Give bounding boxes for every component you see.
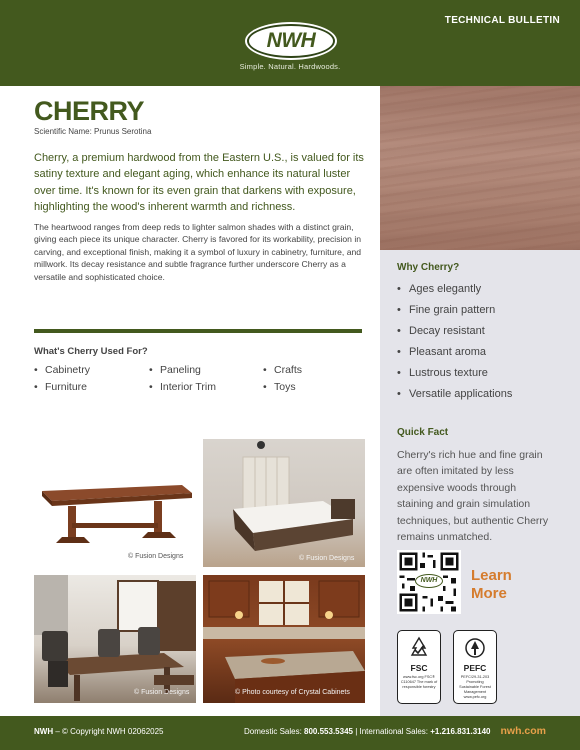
cherry-wood-sample-image (380, 86, 580, 250)
international-phone[interactable]: +1.216.831.3140 (430, 727, 491, 736)
photo-bedroom (203, 439, 365, 567)
photo-credit-1: © Fusion Designs (128, 553, 184, 560)
why-item: • Lustrous texture (397, 366, 512, 387)
quick-fact-heading: Quick Fact (397, 427, 449, 438)
photo-credit-2: © Fusion Designs (299, 555, 355, 562)
use-item-interior-trim: • Interior Trim (149, 381, 216, 393)
quick-fact-text: Cherry's rich hue and fine grain are often imitated by less expensive woods through staining and grain simulation techniques, but authentic Cherry remains unmatched. (397, 449, 549, 544)
logo-oval (247, 24, 335, 58)
fsc-label: FSC (410, 663, 428, 673)
learn-more-line-2: More (471, 585, 507, 602)
use-item-cabinetry: • Cabinetry (34, 364, 90, 376)
why-item: • Ages elegantly (397, 282, 512, 303)
dining-table-illustration (34, 439, 196, 567)
photo-dining-room (34, 575, 196, 703)
pefc-certification-badge (453, 630, 497, 704)
footer-sales (244, 727, 491, 736)
use-item-furniture: • Furniture (34, 381, 87, 393)
footer-copyright-text: – © Copyright NWH 02062025 (53, 727, 164, 736)
bulletin-label: TECHNICAL BULLETIN (444, 15, 560, 26)
intro-paragraph: Cherry, a premium hardwood from the Eastern U.S., is valued for its satiny texture and elegant aging, which enhance its natural luster over time. It's known for its even grain that darkens with exposure, highlighting the wood's inherent warmth and richness. (34, 152, 364, 213)
learn-more-line-1: Learn (471, 567, 512, 584)
fsc-certification-badge (397, 630, 441, 704)
domestic-label: Domestic Sales: (244, 727, 305, 736)
why-item: • Decay resistant (397, 324, 512, 345)
body-paragraph: The heartwood ranges from deep reds to lighter salmon shades with a distinct grain, giving each piece its unique character. Cherry is favored for its workability, precision in carving, and exceptional finish, making it a symbol of luxury in cabinetry, furniture, and millwork. Its decay resistance and subtle fragrance further underscore Cherry as a versatile and sophisticated choice. (34, 222, 362, 282)
uses-heading: What's Cherry Used For? (34, 346, 148, 357)
photo-kitchen (203, 575, 365, 703)
footer-copyright (34, 727, 164, 736)
why-cherry-heading: Why Cherry? (397, 262, 460, 273)
footer-bar (0, 716, 580, 750)
pefc-label: PEFC (463, 663, 487, 673)
why-item: • Fine grain pattern (397, 303, 512, 324)
fsc-small-text: www.fsc.org FSC® C110647 The mark of responsible forestry (400, 675, 438, 689)
scientific-name: Scientific Name: Prunus Serotina (34, 127, 152, 136)
domestic-phone[interactable]: 800.553.5345 (304, 727, 353, 736)
footer-separator: | (352, 727, 360, 736)
qr-logo: NWH (415, 574, 443, 588)
section-divider (34, 329, 362, 333)
use-item-crafts: • Crafts (263, 364, 302, 376)
why-item: • Pleasant aroma (397, 345, 512, 366)
dining-room-illustration (34, 575, 196, 703)
learn-more-link[interactable] (471, 567, 551, 603)
fsc-tree-check-icon (407, 636, 431, 660)
website-link[interactable]: nwh.com (500, 725, 546, 737)
bedroom-illustration (203, 439, 365, 567)
kitchen-illustration (203, 575, 365, 703)
international-label: International Sales: (359, 727, 431, 736)
logo-text: NWH (266, 29, 316, 52)
photo-credit-4: © Photo courtesy of Crystal Cabinets (235, 689, 350, 696)
photo-credit-3: © Fusion Designs (134, 689, 190, 696)
use-item-paneling: • Paneling (149, 364, 201, 376)
pefc-tree-icon (463, 636, 487, 660)
why-item: • Versatile applications (397, 387, 512, 408)
page-title: CHERRY (34, 96, 145, 126)
nwh-logo[interactable] (247, 24, 335, 58)
photo-dining-table (34, 439, 196, 567)
pefc-small-text: PEFC/29-31-203 Promoting Sustainable Forest Management www.pefc.org (459, 675, 491, 699)
header-bar (0, 0, 580, 86)
why-cherry-list (397, 282, 512, 408)
tagline: Simple. Natural. Hardwoods. (239, 62, 341, 71)
use-item-toys: • Toys (263, 381, 296, 393)
footer-brand: NWH (34, 727, 54, 736)
